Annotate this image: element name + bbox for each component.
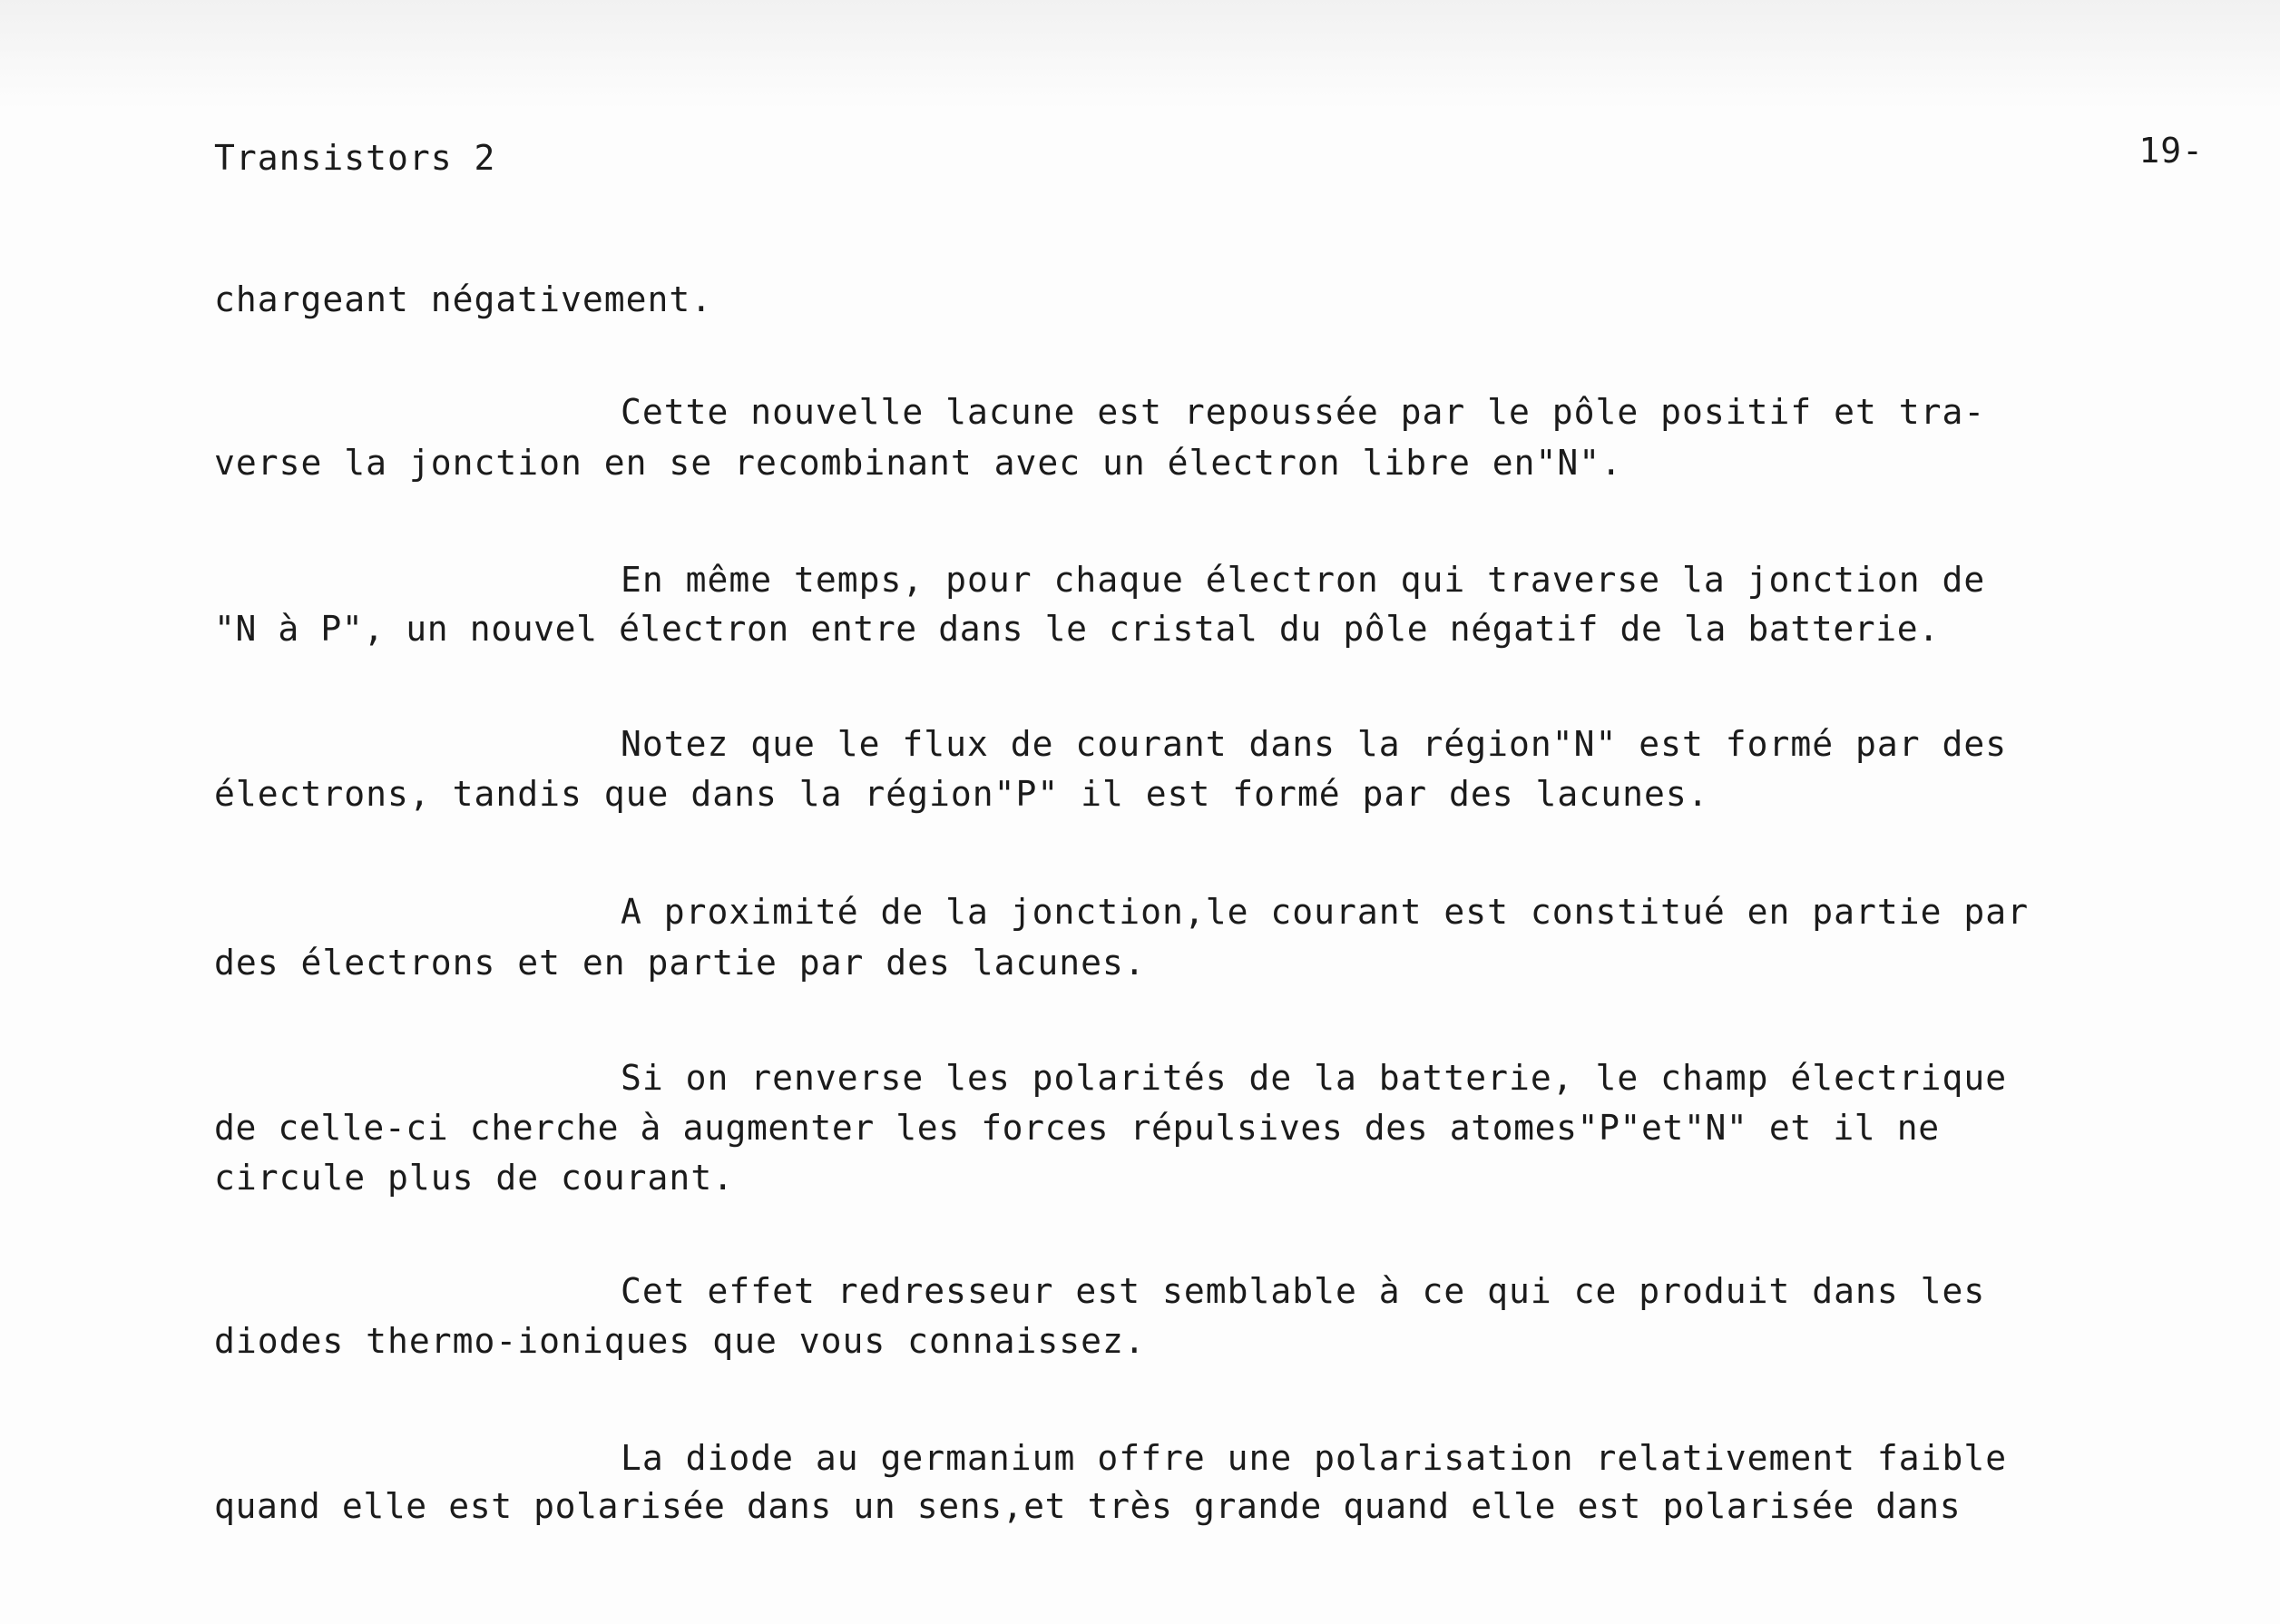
text-line: "N à P", un nouvel électron entre dans le cristal du pôle négatif de la batterie.: [214, 609, 1940, 649]
text-line: La diode au germanium offre une polarisation relativement faible: [621, 1438, 2008, 1478]
running-header: Transistors 2: [214, 138, 496, 178]
text-line: verse la jonction en se recombinant avec un électron libre en"N".: [214, 443, 1623, 483]
text-line: chargeant négativement.: [214, 279, 713, 319]
scan-edge-shadow: [0, 0, 2280, 109]
text-line: électrons, tandis que dans la région"P" il est formé par des lacunes.: [214, 774, 1709, 814]
text-line: Cette nouvelle lacune est repoussée par le pôle positif et tra-: [621, 392, 1986, 432]
text-line: A proximité de la jonction,le courant est constitué en partie par: [621, 892, 2030, 932]
text-line: quand elle est polarisée dans un sens,et très grande quand elle est polarisée dans: [214, 1486, 1962, 1526]
text-line: circule plus de courant.: [214, 1158, 735, 1198]
text-line: Cet effet redresseur est semblable à ce qui ce produit dans les: [621, 1271, 1986, 1311]
text-line: de celle-ci cherche à augmenter les forces répulsives des atomes"P"et"N" et il ne: [214, 1108, 1940, 1148]
text-line: Si on renverse les polarités de la batterie, le champ électrique: [621, 1058, 2008, 1098]
text-line: Notez que le flux de courant dans la région"N" est formé par des: [621, 724, 2008, 764]
text-line: des électrons et en partie par des lacunes.: [214, 943, 1146, 983]
text-line: diodes thermo-ioniques que vous connaissez.: [214, 1321, 1146, 1361]
text-line: En même temps, pour chaque électron qui traverse la jonction de: [621, 560, 1986, 600]
page-number: 19-: [2138, 131, 2204, 171]
